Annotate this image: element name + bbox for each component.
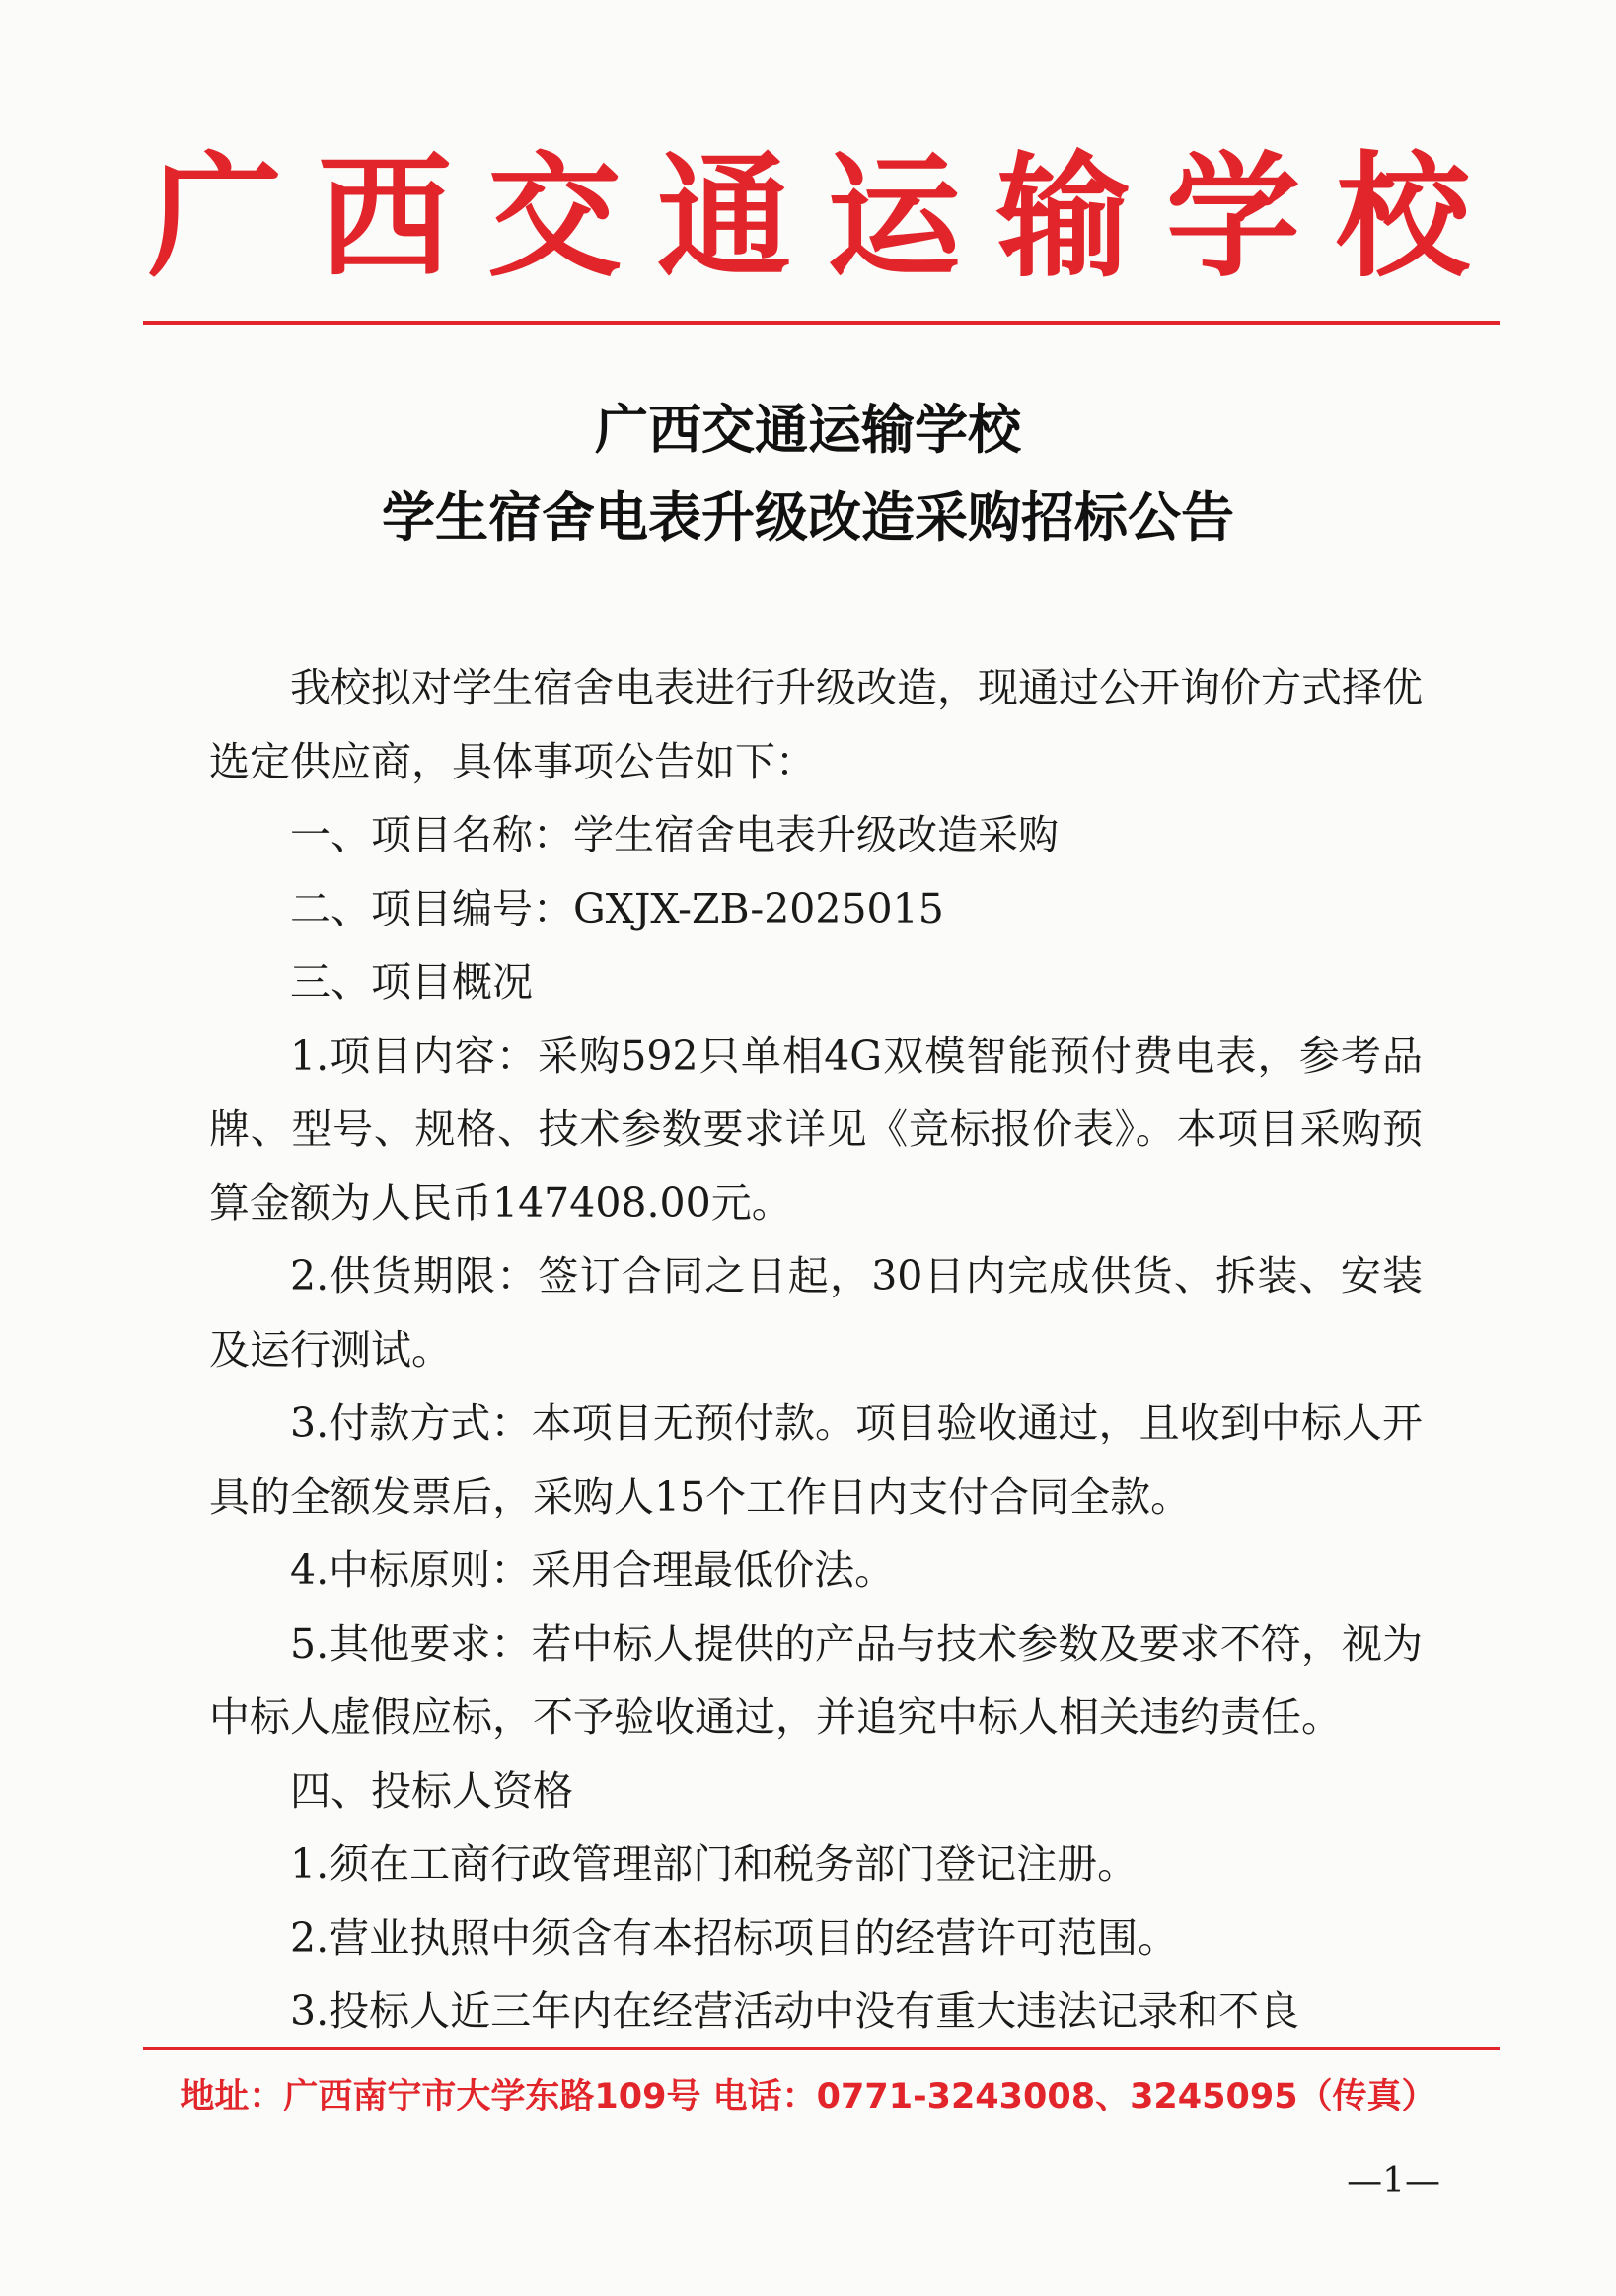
footer-address: 地址：广西南宁市大学东路109号 电话：0771-3243008、3245095（传真） [180,2077,1436,2116]
letterhead-char: 通 [657,138,791,296]
section-heading-qualification: 四、投标人资格 [290,1766,573,1815]
letterhead-char: 学 [1166,138,1300,296]
document-title-line-1: 广西交通运输学校 [595,398,1021,461]
letterhead-char: 交 [487,138,622,296]
qualification-item-3: 3.投标人近三年内在经营活动中没有重大违法记录和不良 [290,1987,1300,2035]
qualification-item-2: 2.营业执照中须含有本招标项目的经营许可范围。 [290,1913,1179,1962]
letterhead-char: 输 [996,138,1131,296]
overview-item-other-requirements: 5.其他要求：若中标人提供的产品与技术参数及要求不符，视为中标人虚假应标，不予验收通过，并追究中标人相关违约责任。 [209,1619,1423,1741]
letterhead-char: 西 [318,138,452,296]
overview-item-content: 1.项目内容：采购592只单相4G双模智能预付费电表，参考品牌、型号、规格、技术参数要求详见《竞标报价表》。本项目采购预算金额为人民币147408.00元。 [209,1031,1423,1226]
overview-item-award-principle: 4.中标原则：采用合理最低价法。 [290,1546,896,1593]
document-title-line-2: 学生宿舍电表升级改造采购招标公告 [382,485,1234,549]
qualification-item-1: 1.须在工商行政管理部门和税务部门登记注册。 [290,1840,1139,1888]
letterhead-char: 校 [1336,138,1470,296]
section-project-number: 二、项目编号：GXJX-ZB-2025015 [290,884,944,932]
footer-divider [143,2047,1500,2050]
overview-item-delivery: 2.供货期限：签订合同之日起，30日内完成供货、拆装、安装及运行测试。 [209,1252,1423,1373]
section-project-name: 一、项目名称：学生宿舍电表升级改造采购 [290,811,1059,858]
letterhead-char: 运 [827,138,961,296]
letterhead-char: 广 [148,138,282,296]
document-body [209,651,1423,2048]
page-number: —1— [1347,2161,1440,2201]
letterhead-divider [143,321,1500,325]
overview-item-payment: 3.付款方式：本项目无预付款。项目验收通过，且收到中标人开具的全额发票后，采购人15个工作日内支付合同全款。 [209,1399,1423,1520]
letterhead [148,138,1470,296]
intro-paragraph: 我校拟对学生宿舍电表进行升级改造，现通过公开询价方式择优选定供应商，具体事项公告如下： [209,664,1423,785]
section-heading-overview: 三、项目概况 [290,958,533,1005]
